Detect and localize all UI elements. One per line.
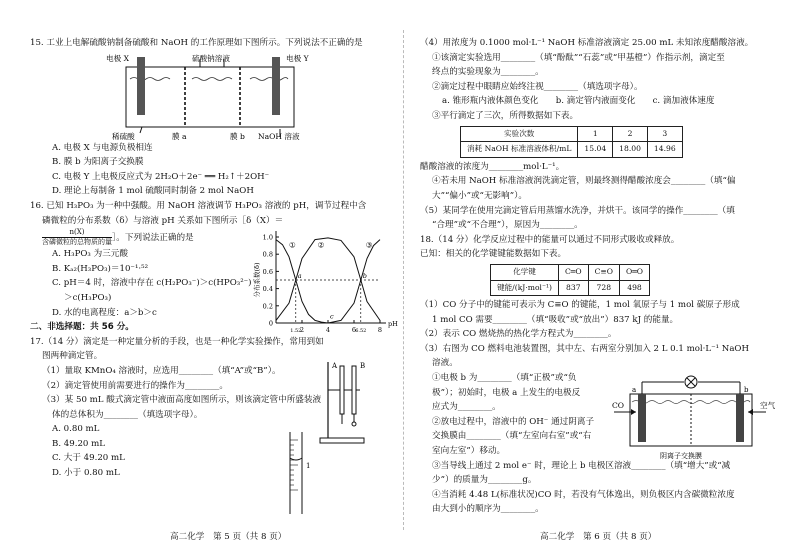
cell-co-label: CO [612, 401, 625, 410]
q17-part-4: （4）用浓度为 0.1000 mol·L⁻¹ NaOH 标准溶液滴定 25.00 mL 未知浓度醋酸溶液。 [420, 38, 754, 48]
q18-part-3: （3）右图为 CO 燃料电池装置图，其中左、右两室分别加入 2 L 0.1 mol·L⁻¹ NaOH [420, 343, 749, 354]
electrode-b [736, 394, 744, 442]
footer-right: 高二化学 第 6 页（共 8 页） [540, 532, 657, 542]
electrode-a [638, 394, 646, 442]
q18-part-3-1a: ①电极 b 为________（填“正极”或“负 [432, 373, 577, 384]
table-cell: 化学键 [491, 264, 559, 280]
y-tick-label: 0.6 [262, 268, 273, 277]
electrode-x-plate [137, 57, 145, 115]
q17-part-4-3: ③平行滴定了三次，所得数据如下表。 [432, 110, 579, 121]
electrolysis-cell-diagram [90, 51, 390, 141]
q15-stem: 15. 工业上电解硫酸钠制备硫酸和 NaOH 的工作原理如下图所示。下列说法不正确的是 [30, 38, 363, 48]
q16-option-d: D. 水的电离程度：a＞b＞c [52, 307, 157, 318]
x-tick-label: 8 [377, 326, 383, 335]
y-axis-label: 分布系数(δ) [253, 262, 261, 298]
table-cell: 15.04 [578, 142, 613, 158]
q17-stem-2: 图两种滴定管。 [42, 351, 103, 362]
q18-part-3-2a: ②放电过程中，溶液中的 OH⁻ 通过阴离子 [432, 416, 595, 427]
q15-option-c: C. 电极 Y 上电极反应式为 2H₂O＋2e⁻ ══ H₂↑＋2OH⁻ [52, 171, 270, 182]
q17-option-c: C. 大于 49.20 mL [52, 453, 125, 464]
table-cell: 实验次数 [461, 126, 578, 142]
q18-part-3-4b: 由大到小的顺序为________。 [432, 504, 544, 515]
table-cell: 728 [588, 280, 619, 296]
label-electrode-x: 电极 X [106, 53, 130, 63]
cell-membrane-label: 阴离子交换膜 [660, 452, 702, 460]
q16-option-b: B. Kₐ₂(H₃PO₃)＝10⁻¹·⁵² [52, 263, 149, 274]
label-dilute-acid: 稀硫酸 [112, 131, 135, 141]
q18-part-3-4a: ④当消耗 4.48 L(标准状况)CO 时，若没有气体逸出，则负极区内含碳微粒浓度 [432, 489, 735, 500]
point-a-label: a [297, 272, 302, 281]
q18-part-1b: 1 mol CO 需要________（填“吸收”或“放出”）837 kJ 的能量。 [432, 314, 679, 325]
q17-stem-1: 17.（14 分）滴定是一种定量分析的手段，也是一种化学实验操作，常用到如 [30, 336, 324, 347]
q17-part-2: （2）滴定管使用前需要进行的操作为________。 [42, 380, 228, 391]
table-row [491, 280, 650, 296]
q17-part-4-1b: 终点的实验现象为________。 [432, 67, 544, 78]
table-row [461, 126, 683, 142]
label-membrane-b: 膜 b [230, 131, 245, 141]
q16-option-c: C. pH＝4 时，溶液中存在 c(H₂PO₃⁻)＞c(HPO₃²⁻) [52, 278, 252, 289]
q18-part-3-1c: 应式为________。 [432, 402, 501, 413]
q16-fraction: $\frac{n(X)}{\text{含磷微粒的总物质的量}}$ [42, 228, 112, 247]
x-axis-label: pH [388, 320, 398, 329]
q17-part-3a: （3）某 50 mL 酸式滴定管中液面高度如图所示，则该滴定管中所盛装液 [42, 395, 322, 406]
bond-energy-table [490, 264, 650, 296]
q16-stem-3: $\frac{n(X)}{\text{含磷微粒的总物质的量}}$ ］。下列说法正确的是 [42, 228, 194, 247]
q17-part-4-4a: ④若未用 NaOH 标准溶液润洗滴定管，则最终测得醋酸浓度会________（填“偏 [432, 176, 736, 187]
burette-b [352, 366, 356, 414]
distribution-chart [252, 227, 398, 337]
label-electrode-y: 电极 Y [286, 53, 309, 63]
q17-option-a: A. 0.80 mL [52, 424, 100, 435]
x-tick-label: 6 [351, 326, 357, 335]
section-title: 二、非选择题：共 56 分。 [30, 322, 134, 333]
x-tick-label: 2 [299, 326, 305, 335]
q17-option-d: D. 小于 0.80 mL [52, 468, 120, 479]
q16-option-a: A. H₃PO₃ 为三元酸 [52, 249, 128, 260]
q15-option-a: A. 电极 X 与电源负极相连 [52, 142, 153, 153]
q18-part-3-3b: 少”）的质量为________g。 [432, 475, 537, 486]
q15-option-b: B. 膜 b 为阳离子交换膜 [52, 157, 144, 168]
cell-air-label: 空气 [760, 401, 776, 410]
y-tick-label: 0 [268, 319, 273, 328]
column-divider [403, 30, 404, 530]
table-cell: O═O [620, 264, 650, 280]
point-c-label: c [330, 312, 334, 321]
cell-a-label: a [632, 386, 637, 394]
series-label-3: ③ [365, 240, 373, 250]
x-tick-label: 4 [325, 326, 331, 335]
table-cell: 2 [613, 126, 648, 142]
burette-stand-diagram [318, 358, 378, 448]
q17-part-1: （1）量取 KMnO₄ 溶液时，应选用________（填“A”或“B”）。 [42, 365, 281, 376]
q18-part-3-3a: ③当导线上通过 2 mol e⁻ 时，理论上 b 电极区溶液________（填“增大”或“减 [432, 460, 731, 471]
series-label-1: ① [289, 240, 296, 250]
q18-part-3-2b: 交换膜由________（填“左室向右室”或“右 [432, 431, 592, 442]
table-cell: 14.96 [647, 142, 682, 158]
burette-a [340, 366, 344, 414]
q18-part-3-2c: 室向左室”）移动。 [432, 446, 506, 457]
table-cell: 3 [647, 126, 682, 142]
titration-table [460, 126, 683, 158]
q17-part-4-1a: ①该滴定实验选用________（填“酚酞”“石蕊”或“甲基橙”）作指示剂，滴定至 [432, 52, 725, 63]
table-cell: 1 [578, 126, 613, 142]
electrode-y-plate [272, 57, 280, 115]
ref-x1-label: 1.52 [290, 328, 302, 335]
table-row [491, 264, 650, 280]
table-cell: 498 [620, 280, 650, 296]
ref-x2-label: 6.52 [355, 328, 367, 335]
q17-part-4-4b: 大”“偏小”或“无影响”）。 [432, 190, 528, 201]
y-tick-label: 0.8 [262, 250, 273, 259]
q15-figure [30, 51, 392, 141]
burette-a-label: A [332, 362, 338, 370]
footer-left: 高二化学 第 5 页（共 8 页） [170, 532, 287, 542]
table-cell: 837 [558, 280, 588, 296]
q15-option-d: D. 理论上每制备 1 mol 硫酸同时制备 2 mol NaOH [52, 186, 254, 197]
cell-b-label: b [744, 386, 749, 394]
point-b-label: b [362, 272, 367, 281]
label-sodium-sulfate: 硫酸钠溶液 [192, 53, 230, 63]
q17-part-5a: （5）某同学在使用完滴定管后用蒸馏水洗净，并烘干。该同学的操作________（填 [420, 205, 735, 216]
q18-part-3-cont: 溶液。 [432, 358, 458, 369]
series-line-3 [328, 240, 380, 323]
table-cell: 18.00 [613, 142, 648, 158]
q16-stem-1: 16. 已知 H₃PO₃ 为一种中强酸。用 NaOH 溶液调节 H₃PO₃ 溶液的 pH，调节过程中含 [30, 200, 367, 211]
q17-part-3b: 体的总体积为________（填选项字母）。 [52, 409, 203, 420]
burette-scale-diagram [278, 428, 318, 518]
q17-part-4-2: ②滴定过程中眼睛应始终注视________（填选项字母）。 [432, 81, 643, 92]
series-label-2: ② [317, 240, 325, 250]
q18-part-3-1b: 极”）；初始时，电极 a 上发生的电极反 [432, 387, 581, 398]
table-cell: 消耗 NaOH 标准溶液体积/mL [461, 142, 578, 158]
q16-stem-2: 磷微粒的分布系数（δ）与溶液 pH 关系如下图所示［δ（X）＝ [42, 215, 284, 226]
q18-stem: 18.（14 分）化学反应过程中的能量可以通过不同形式吸收或释放。 [420, 234, 680, 245]
table-row [461, 142, 683, 158]
burette-b-label: B [360, 362, 366, 370]
y-tick-label: 0.2 [262, 302, 273, 311]
q18-part-2: （2）表示 CO 燃烧热的热化学方程式为________。 [420, 329, 617, 340]
table-cell: 键能/(kJ·mol⁻¹) [491, 280, 559, 296]
label-naoh: NaOH 溶液 [258, 131, 300, 141]
y-tick-label: 1.0 [262, 233, 273, 242]
q17-option-b: B. 49.20 mL [52, 438, 105, 449]
q17-part-5b: “合理”或“不合理”），原因为________。 [432, 220, 583, 231]
q17-part-4-2-options: a. 锥形瓶内液体颜色变化 b. 滴定管内液面变化 c. 滴加液体速度 [442, 96, 715, 107]
y-tick-label: 0.4 [262, 285, 273, 294]
burette-scale-tick: 1 [306, 462, 311, 470]
q18-given: 已知：相关的化学键键能数据如下表。 [420, 249, 567, 260]
fuel-cell-diagram [612, 372, 782, 464]
table-cell: C≡O [588, 264, 619, 280]
label-membrane-a: 膜 a [172, 131, 187, 141]
table-cell: C═O [558, 264, 588, 280]
q17-part-4-3b: 醋酸溶液的浓度为________mol·L⁻¹。 [420, 161, 565, 172]
q16-option-c-cont: ＞c(H₃PO₃) [64, 292, 112, 303]
q18-part-1a: （1）CO 分子中的键能可表示为 C≡O 的键能，1 mol 氧原子与 1 mol 碳原子形成 [420, 300, 740, 311]
